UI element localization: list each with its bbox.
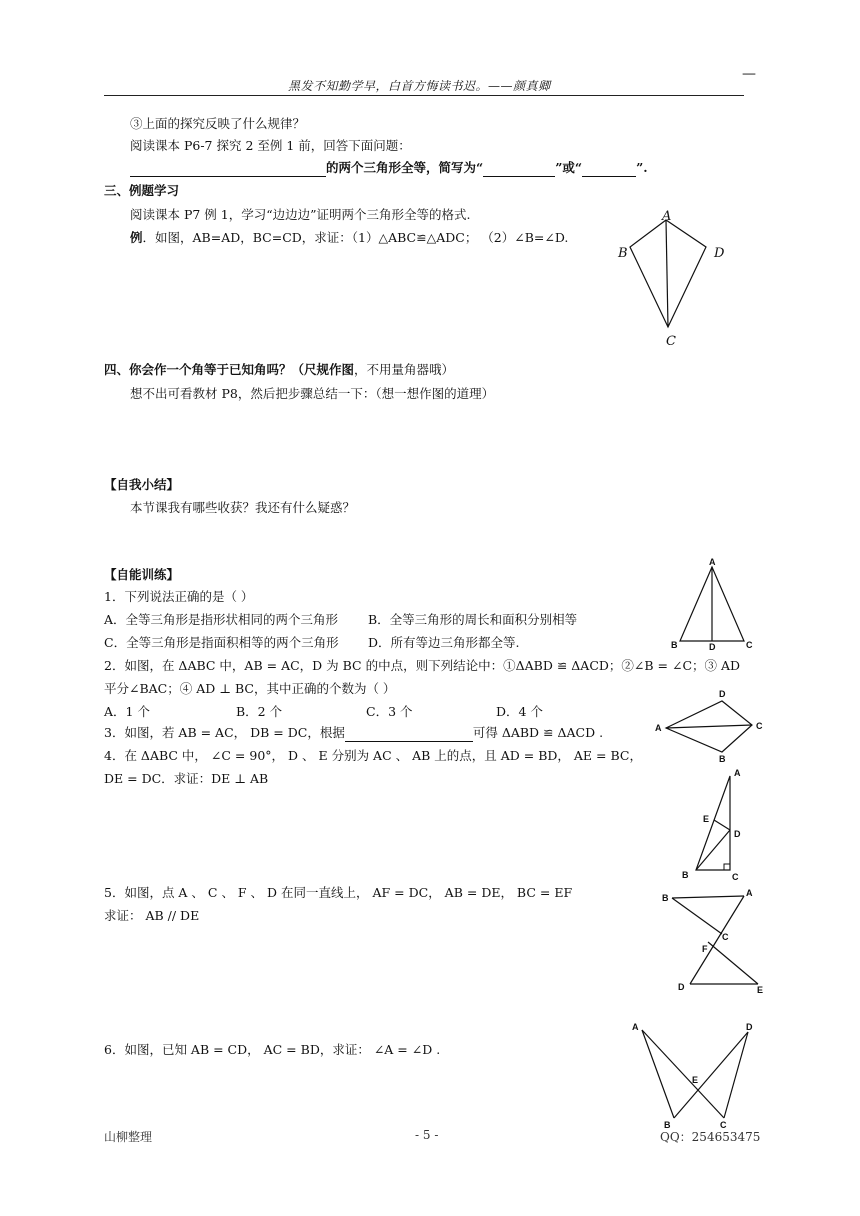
- header-rule: [104, 95, 744, 96]
- q3-figure: [652, 685, 770, 767]
- blank-1[interactable]: [130, 163, 326, 177]
- q6-label-b: B: [664, 1120, 671, 1130]
- page-number: - 5 -: [415, 1128, 439, 1142]
- q2-label-b: B: [671, 640, 678, 650]
- q3-pre: 3．如图，若 AB = AC， DB = DC，根据: [104, 725, 345, 740]
- q4-label-d: D: [734, 829, 741, 839]
- kite-figure: [610, 205, 740, 350]
- kite-label-a: A: [662, 209, 672, 224]
- fill-mid: 的两个三角形全等，简写为“: [326, 160, 484, 175]
- q4-line2: DE = DC．求证：DE ⊥ AB: [104, 771, 269, 786]
- kite-label-c: C: [666, 334, 676, 349]
- section3-title: 三、例题学习: [104, 183, 180, 198]
- q3-label-a: A: [655, 723, 662, 733]
- q2-option-a: A．1 个: [104, 704, 150, 719]
- q4-line1: 4．在 ΔABC 中， ∠C = 90°， D 、 E 分别为 AC 、 AB 上的点，且 AD = BD， AE = BC，: [104, 748, 642, 763]
- q5-figure: [656, 884, 772, 1002]
- q4-figure: [670, 762, 760, 882]
- q1-option-d: D．所有等边三角形都全等.: [368, 635, 520, 650]
- q4-label-e: E: [703, 814, 710, 824]
- q6-figure: [626, 1016, 762, 1134]
- q6-label-e: E: [692, 1075, 699, 1085]
- q2-option-c: C．3 个: [366, 704, 413, 719]
- header-dash: —: [742, 66, 756, 82]
- q4-label-b: B: [682, 870, 689, 880]
- intro-fill-line: [130, 159, 648, 177]
- q5-label-a: A: [746, 888, 753, 898]
- q2-label-c: C: [746, 640, 753, 650]
- training-title: 【自能训练】: [104, 567, 180, 582]
- footer-right: QQ：254653475: [660, 1130, 761, 1144]
- intro-q3: ③上面的探究反映了什么规律？: [130, 116, 306, 131]
- blank-2[interactable]: [483, 163, 555, 177]
- section4-title: [104, 361, 454, 379]
- q1-option-a: A．全等三角形是指形状相同的两个三角形: [104, 612, 339, 627]
- section3-read: 阅读课本 P7 例 1，学习“边边边”证明两个三角形全等的格式.: [130, 207, 471, 222]
- q5-label-c: C: [722, 932, 729, 942]
- q4-label-c: C: [732, 872, 739, 882]
- section4-hint: 想不出可看教材 P8，然后把步骤总结一下：（想一想作图的道理）: [130, 386, 495, 401]
- example-text: ．如图，AB=AD，BC=CD，求证：（1）△ABC≌△ADC； （2）∠B=∠D.: [142, 230, 569, 245]
- q2-line2: 平分∠BAC；④ AD ⊥ BC，其中正确的个数为（ ）: [104, 681, 396, 696]
- fill-or: ”或“: [555, 160, 583, 175]
- q2-line1: 2．如图，在 ΔABC 中，AB = AC，D 为 BC 的中点，则下列结论中：①ΔABD ≌ ΔACD；②∠B = ∠C；③ AD: [104, 658, 741, 673]
- q2-triangle-figure: [668, 555, 758, 653]
- q5-label-d: D: [678, 982, 685, 992]
- q5-label-b: B: [662, 893, 669, 903]
- q5-line2: 求证： AB // DE: [104, 908, 200, 923]
- q6-label-c: C: [720, 1120, 727, 1130]
- header-motto: 黑发不知勤学早，白首方悔读书迟。——颜真卿: [288, 79, 551, 93]
- q2-label-a: A: [709, 557, 716, 567]
- q2-label-d: D: [709, 642, 716, 652]
- q3-blank[interactable]: [345, 728, 473, 742]
- section4-title-tail: ，不用量角器哦）: [354, 362, 455, 377]
- summary-text: 本节课我有哪些收获？我还有什么疑惑？: [130, 500, 356, 515]
- q6-label-a: A: [632, 1022, 639, 1032]
- q5-label-f: F: [702, 944, 708, 954]
- q1-option-b: B．全等三角形的周长和面积分别相等: [368, 612, 578, 627]
- q6-line1: 6．如图，已知 AB = CD， AC = BD，求证： ∠A = ∠D .: [104, 1042, 441, 1057]
- footer-left: 山柳整理: [104, 1130, 153, 1144]
- q3-post: 可得 ΔABD ≌ ΔACD .: [472, 725, 604, 740]
- example-line: [130, 229, 568, 247]
- q3-line: [104, 724, 603, 742]
- q5-label-e: E: [757, 985, 764, 995]
- fill-end: ”.: [636, 160, 648, 175]
- blank-3[interactable]: [582, 163, 636, 177]
- q6-label-d: D: [746, 1022, 753, 1032]
- q2-option-d: D．4 个: [496, 704, 543, 719]
- q3-label-d: D: [719, 689, 726, 699]
- kite-label-b: B: [618, 246, 628, 261]
- q1-option-c: C．全等三角形是指面积相等的两个三角形: [104, 635, 339, 650]
- example-label: 例: [130, 230, 143, 245]
- summary-title: 【自我小结】: [104, 477, 180, 492]
- q5-line1: 5．如图，点 A 、 C 、 F 、 D 在同一直线上， AF = DC， AB = DE， BC = EF: [104, 885, 573, 900]
- q2-option-b: B．2 个: [236, 704, 283, 719]
- kite-label-d: D: [714, 246, 725, 261]
- intro-read: 阅读课本 P6-7 探究 2 至例 1 前，回答下面问题：: [130, 138, 411, 153]
- q3-label-c: C: [756, 721, 763, 731]
- q1-stem: 1．下列说法正确的是（ ）: [104, 589, 254, 604]
- q3-label-b: B: [719, 754, 726, 764]
- q4-label-a: A: [734, 768, 741, 778]
- section4-title-bold: 四、你会作一个角等于已知角吗？（尺规作图: [104, 362, 355, 377]
